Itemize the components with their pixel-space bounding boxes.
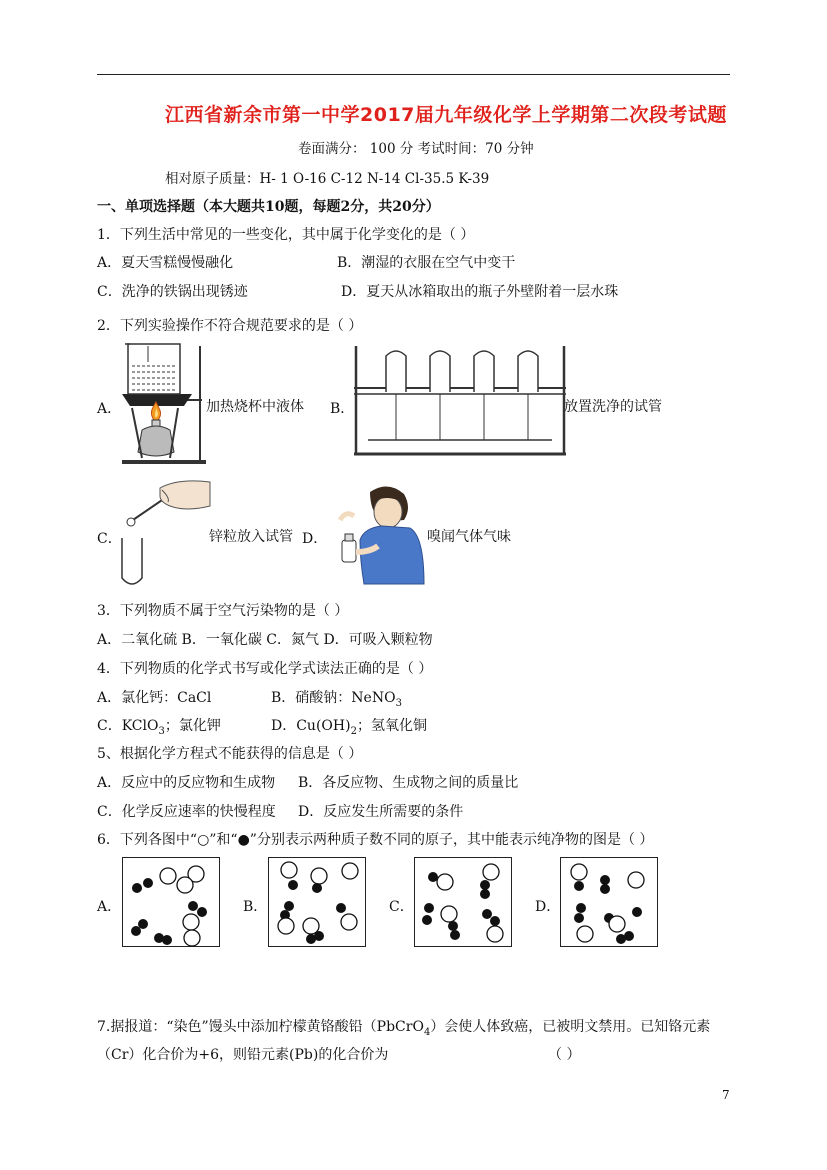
- q4-option-a: A．氯化钙：CaCl: [97, 690, 212, 706]
- atomic-masses: 相对原子质量：H- 1 O-16 C-12 N-14 Cl-35.5 K-39: [165, 171, 490, 187]
- exam-title: 江西省新余市第一中学2017届九年级化学上学期第二次段考试题: [165, 104, 727, 126]
- q3-options: A．二氧化硫 B．一氧化碳 C．氮气 D．可吸入颗粒物: [97, 632, 433, 648]
- test-tube-rack-illustration: [354, 346, 566, 458]
- q2-option-a-letter: A．: [97, 401, 122, 417]
- q2-option-d-letter: D．: [302, 531, 328, 547]
- q5-option-d: D．反应发生所需要的条件: [298, 804, 464, 820]
- header-rule: [97, 74, 730, 75]
- q4-option-d-text: D．Cu(OH): [271, 718, 351, 734]
- q2-option-c-text: 锌粒放入试管: [209, 529, 293, 545]
- q4-option-b-text: B．硝酸钠：NeNO: [271, 690, 396, 706]
- q1-option-b: B．潮湿的衣服在空气中变干: [337, 255, 516, 271]
- page-number: 7: [722, 1088, 730, 1102]
- q2-option-b-text: 放置洗净的试管: [564, 399, 662, 415]
- q7-line1: [97, 1016, 710, 1038]
- section-heading: 一、单项选择题（本大题共10题，每题2分，共20分）: [97, 199, 440, 215]
- q6-option-c-letter: C．: [389, 899, 414, 915]
- q7-answer-paren: （ ）: [548, 1047, 581, 1063]
- q4-option-d: [271, 715, 427, 737]
- q2-option-b-letter: B．: [330, 401, 355, 417]
- q5-option-c: C．化学反应速率的快慢程度: [97, 804, 276, 820]
- exam-score-time: 卷面满分： 100 分 考试时间：70 分钟: [298, 141, 534, 157]
- q4-option-d-tail: ；氢氧化铜: [356, 718, 427, 734]
- q2-option-d-text: 嗅闻气体气味: [427, 529, 511, 545]
- q7-formula-sub: 4: [423, 1026, 431, 1038]
- beaker-heating-illustration: [118, 342, 210, 466]
- q2-option-a-text: 加热烧杯中液体: [206, 399, 304, 415]
- q5-option-a: A．反应中的反应物和生成物: [97, 775, 276, 791]
- smelling-gas-illustration: [330, 480, 426, 586]
- q6-option-a-letter: A．: [97, 899, 122, 915]
- q1-option-d: D．夏天从冰箱取出的瓶子外壁附着一层水珠: [341, 284, 619, 300]
- q6-diagram-b: [268, 857, 366, 947]
- q4-option-c: [97, 715, 221, 737]
- q4-option-b-sub: 3: [395, 697, 402, 709]
- q4-option-b: [271, 687, 402, 709]
- q1-option-c: C．洗净的铁锅出现锈迹: [97, 284, 248, 300]
- q4-option-c-sub: 3: [158, 725, 165, 737]
- q4-option-c-tail: ；氯化钾: [164, 718, 221, 734]
- q1-option-a: A．夏天雪糕慢慢融化: [97, 255, 234, 271]
- q6-diagram-a: [122, 857, 220, 947]
- q7-line1-text: 7.据报道：“染色”馒头中添加柠檬黄铬酸铅（PbCrO: [97, 1019, 424, 1035]
- q1-stem: 1．下列生活中常见的一些变化，其中属于化学变化的是（ ）: [97, 227, 475, 243]
- q6-option-d-letter: D．: [535, 899, 561, 915]
- q6-diagram-c: [414, 857, 512, 947]
- q4-stem: 4．下列物质的化学式书写或化学式读法正确的是（ ）: [97, 661, 433, 677]
- q4-option-c-text: C．KClO: [97, 718, 159, 734]
- q7-line2: （Cr）化合价为+6，则铅元素(Pb)的化合价为: [97, 1047, 389, 1063]
- q7-line1-tail: ）会使人体致癌，已被明文禁用。已知铬元素: [430, 1019, 711, 1035]
- q6-stem: 6．下列各图中“○”和“●”分别表示两种质子数不同的原子，其中能表示纯净物的图是（ ）: [97, 832, 654, 848]
- q2-stem: 2．下列实验操作不符合规范要求的是（ ）: [97, 318, 363, 334]
- q5-option-b: B．各反应物、生成物之间的质量比: [298, 775, 519, 791]
- q6-option-b-letter: B．: [243, 899, 268, 915]
- q4-option-d-sub: 2: [350, 725, 357, 737]
- q5-stem: 5、根据化学方程式不能获得的信息是（ ）: [97, 746, 363, 762]
- zinc-into-tube-illustration: [120, 476, 212, 588]
- q6-diagram-d: [560, 857, 658, 947]
- q2-option-c-letter: C．: [97, 531, 122, 547]
- q3-stem: 3．下列物质不属于空气污染物的是（ ）: [97, 603, 349, 619]
